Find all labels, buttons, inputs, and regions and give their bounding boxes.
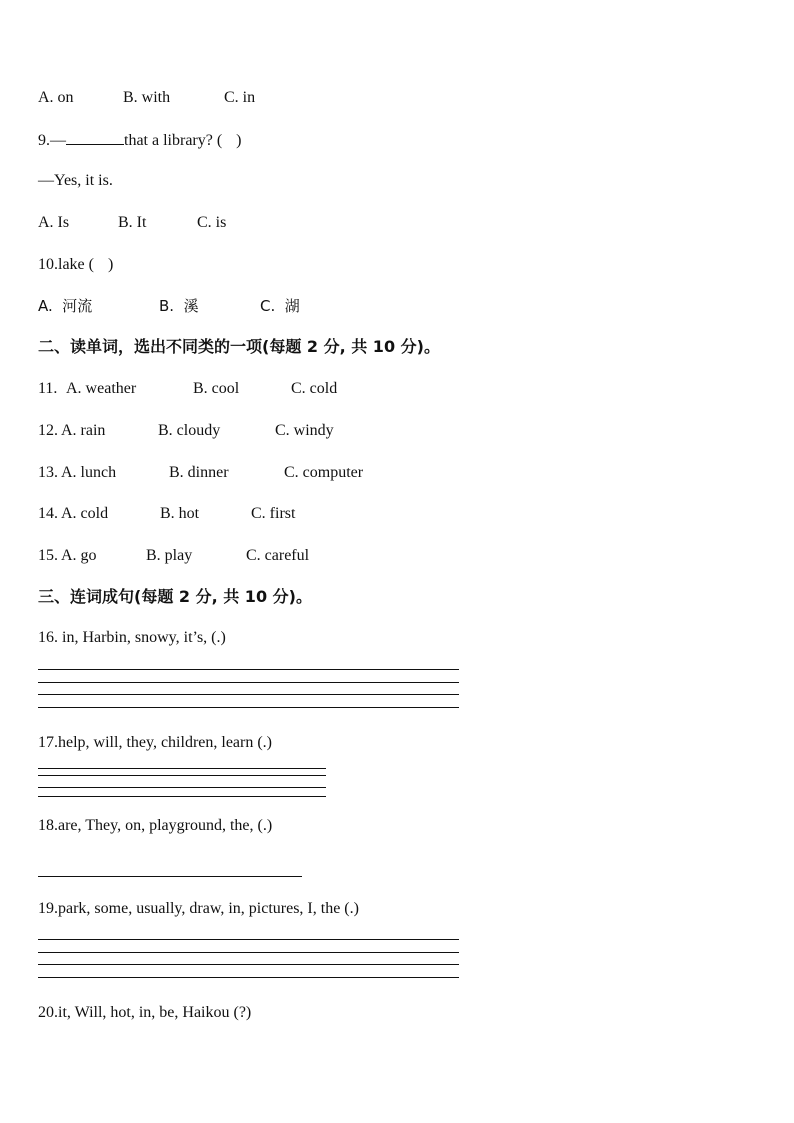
q9-answer: —Yes, it is. <box>38 172 113 189</box>
q12-option-a: A. rain <box>61 422 106 439</box>
q9-option-b: B. It <box>118 214 147 231</box>
q11-option-a: A. weather <box>66 380 137 397</box>
q10-option-c: C. 湖 <box>260 297 300 315</box>
q9-question <box>38 130 242 151</box>
q11-option-c: C. cold <box>291 380 338 397</box>
q19-answer-line <box>38 952 459 953</box>
q12-option-c: C. windy <box>275 422 334 439</box>
q10-close: ) <box>107 256 114 273</box>
q20-prompt: 20.it, Will, hot, in, be, Haikou (?) <box>38 1004 252 1021</box>
q14-number: 14. <box>38 505 58 522</box>
q16-answer-line <box>38 669 459 670</box>
q16-prompt: 16. in, Harbin, snowy, it’s, (.) <box>38 629 226 646</box>
q11-number: 11. <box>38 380 62 397</box>
q8-option-b: B. with <box>123 89 171 106</box>
q17-answer-line <box>38 768 326 769</box>
q17-answer-line <box>38 775 326 776</box>
q13-option-b: B. dinner <box>169 464 229 481</box>
q16-answer-line <box>38 682 459 683</box>
q12-option-b: B. cloudy <box>158 422 221 439</box>
q17-answer-line <box>38 796 326 797</box>
q9-number: 9. <box>38 132 50 149</box>
q10-option-a: A. 河流 <box>38 297 93 315</box>
section-2-title: 二、读单词，选出不同类的一项(每题 2 分, 共 10 分)。 <box>38 337 440 356</box>
q9-close: ) <box>236 132 242 149</box>
q14-option-c: C. first <box>251 505 296 522</box>
q10-option-b: B. 溪 <box>159 297 199 315</box>
q19-prompt: 19.park, some, usually, draw, in, pictures, I, the (.) <box>38 900 359 917</box>
q17-answer-line <box>38 787 326 788</box>
q13-number: 13. <box>38 464 58 481</box>
q15-option-c: C. careful <box>246 547 310 564</box>
q9-option-a: A. Is <box>38 214 70 231</box>
q19-answer-line <box>38 964 459 965</box>
q12-number: 12. <box>38 422 58 439</box>
q9-text: that a library? ( <box>124 132 223 149</box>
q8-option-a: A. on <box>38 89 74 106</box>
q19-answer-line <box>38 977 459 978</box>
q9-dash: — <box>50 132 66 149</box>
q13-option-a: A. lunch <box>61 464 117 481</box>
q17-prompt: 17.help, will, they, children, learn (.) <box>38 734 272 751</box>
q19-answer-line <box>38 939 459 940</box>
q9-answer-blank[interactable] <box>66 130 124 145</box>
q16-answer-line <box>38 707 459 708</box>
q10-text: 10.lake ( <box>38 256 94 273</box>
q18-prompt: 18.are, They, on, playground, the, (.) <box>38 817 273 834</box>
q15-number: 15. <box>38 547 58 564</box>
q8-option-c: C. in <box>224 89 256 106</box>
q14-option-b: B. hot <box>160 505 200 522</box>
q15-option-a: A. go <box>61 547 97 564</box>
section-3-title: 三、连词成句(每题 2 分, 共 10 分)。 <box>38 587 312 606</box>
q14-option-a: A. cold <box>61 505 109 522</box>
q16-answer-line <box>38 694 459 695</box>
q15-option-b: B. play <box>146 547 193 564</box>
q9-option-c: C. is <box>197 214 227 231</box>
q18-answer-line <box>38 876 302 877</box>
q10-question <box>38 255 113 275</box>
q13-option-c: C. computer <box>284 464 364 481</box>
q11-option-b: B. cool <box>193 380 240 397</box>
